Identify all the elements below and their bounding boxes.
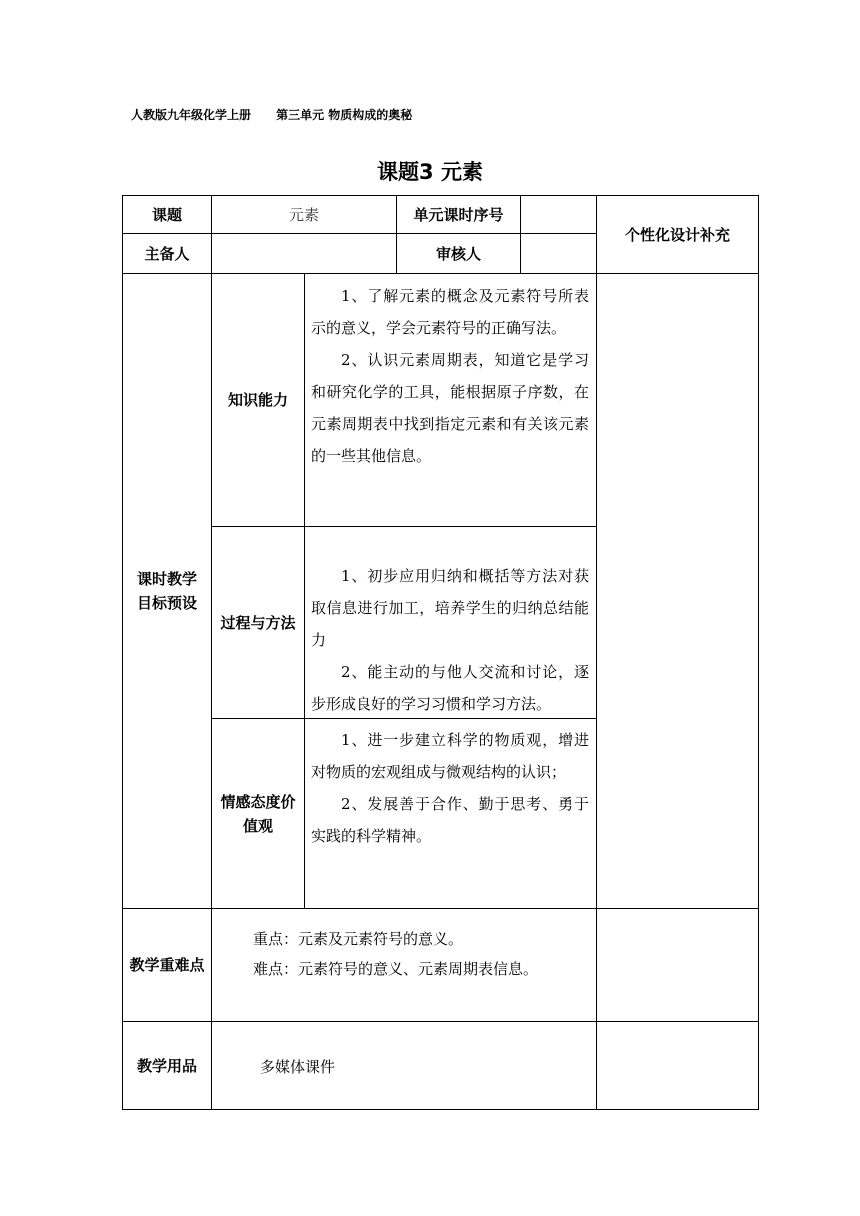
teaching-goals-label: 课时教学目标预设	[136, 570, 197, 612]
goal-item: 2、认识元素周期表，知道它是学习和研究化学的工具，能根据原子序数，在元素周期表中找到指定元素和有关该元素的一些其他信息。	[311, 351, 589, 465]
goal-item: 1、初步应用归纳和概括等方法对获取信息进行加工，培养学生的归纳总结能力	[311, 567, 589, 649]
knowledge-ability-goals	[311, 280, 589, 472]
page-title: 课题3 元素	[377, 160, 483, 184]
goal-item: 1、了解元素的概念及元素符号所表示的意义，学会元素符号的正确写法。	[311, 287, 589, 337]
personal-design-label: 个性化设计补充	[624, 225, 730, 244]
attitude-values-goals	[311, 724, 589, 852]
key-point: 重点：元素及元素符号的意义。	[253, 930, 464, 948]
preparer-value	[212, 234, 396, 273]
goal-item: 2、能主动的与他人交流和讨论，逐步形成良好的学习习惯和学习方法。	[311, 663, 589, 713]
materials-value: 多媒体课件	[260, 1058, 336, 1076]
topic-label: 课题	[151, 205, 182, 224]
topic-value: 元素	[288, 206, 319, 224]
knowledge-ability-label: 知识能力	[227, 391, 288, 409]
reviewer-value	[521, 234, 596, 273]
lesson-number-value	[521, 196, 596, 233]
goal-item: 1、进一步建立科学的物质观，增进对物质的宏观组成与微观结构的认识；	[311, 731, 589, 781]
process-method-goals	[311, 560, 589, 720]
preparer-label: 主备人	[144, 244, 190, 263]
goal-item: 2、发展善于合作、勤于思考、勇于实践的科学精神。	[311, 795, 589, 845]
key-points-label: 教学重难点	[129, 956, 205, 974]
reviewer-label: 审核人	[435, 244, 481, 263]
lesson-number-label: 单元课时序号	[413, 205, 504, 224]
process-method-label: 过程与方法	[220, 613, 296, 632]
materials-label: 教学用品	[136, 1056, 197, 1075]
unit-name: 第三单元 物质构成的奥秘	[276, 108, 413, 122]
book-name: 人教版九年级化学上册	[131, 108, 252, 122]
attitude-values-label: 情感态度价值观	[220, 792, 296, 835]
difficult-point: 难点：元素符号的意义、元素周期表信息。	[253, 960, 539, 978]
